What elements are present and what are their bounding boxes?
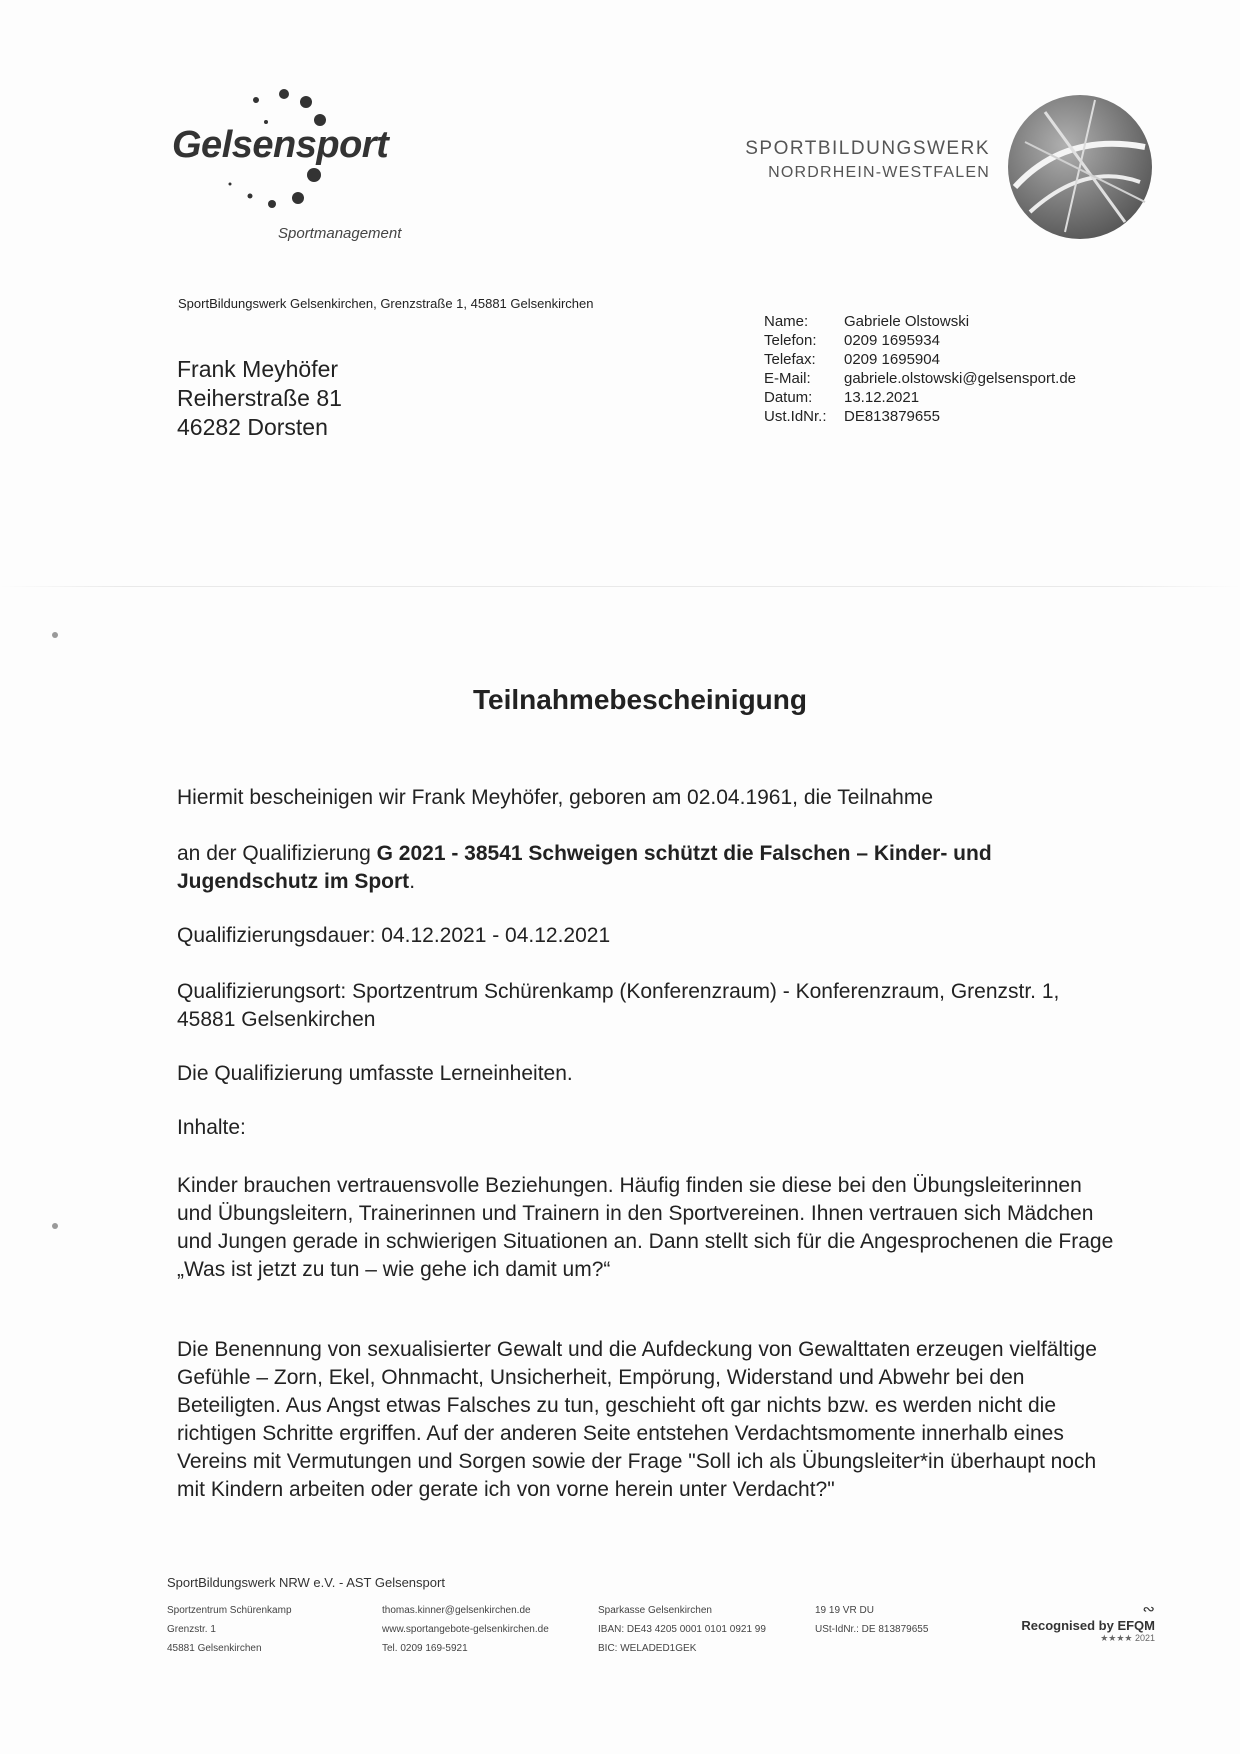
footer-registry: 19 19 VR DU USt-IdNr.: DE 813879655	[815, 1605, 929, 1635]
sbw-globe-icon	[1005, 92, 1155, 242]
sender-line: SportBildungswerk Gelsenkirchen, Grenzstraße 1, 45881 Gelsenkirchen	[178, 296, 594, 311]
recipient-street: Reiherstraße 81	[177, 385, 342, 411]
gelsensport-subtitle: Sportmanagement	[278, 225, 402, 242]
contact-row: Name: Gabriele Olstowski	[764, 313, 970, 330]
gelsensport-wordmark: Gelsensport	[172, 124, 389, 166]
contact-row: E-Mail: gabriele.olstowski@gelsensport.de	[764, 370, 1077, 387]
body-paragraph: Inhalte:	[177, 1116, 246, 1139]
fold-mark	[52, 632, 58, 638]
recipient-city: 46282 Dorsten	[177, 414, 328, 440]
qualification-paragraph: an der Qualifizierung G 2021 - 38541 Schweigen schützt die Falschen – Kinder- und Jugendschutz im Sport.	[177, 842, 992, 893]
contact-row: Ust.IdNr.: DE813879655	[764, 408, 940, 425]
sbw-line1: SPORTBILDUNGSWERK	[745, 138, 990, 159]
efqm-logo-icon: ∾	[1142, 1601, 1155, 1618]
gelsensport-logo	[166, 80, 426, 250]
qualification-title: G 2021 - 38541 Schweigen schützt die Falschen – Kinder- und Jugendschutz im Sport	[177, 842, 992, 893]
body-paragraph: Qualifizierungsdauer: 04.12.2021 - 04.12.2021	[177, 924, 611, 947]
document-title: Teilnahmebescheinigung	[473, 684, 807, 715]
sbw-line2: NORDRHEIN-WESTFALEN	[768, 164, 990, 181]
fold-line	[0, 586, 1240, 587]
footer-contact: thomas.kinner@gelsenkirchen.de www.sportangebote-gelsenkirchen.de Tel. 0209 169-5921	[382, 1601, 549, 1658]
efqm-badge	[1005, 1600, 1155, 1644]
contact-row: Telefon: 0209 1695934	[764, 332, 940, 349]
contact-row: Telefax: 0209 1695904	[764, 351, 940, 368]
footer-heading: SportBildungswerk NRW e.V. - AST Gelsensport	[167, 1575, 445, 1590]
sbw-logo-text	[700, 138, 990, 182]
efqm-year: ★★★★ 2021	[1100, 1633, 1155, 1643]
body-paragraph: Kinder brauchen vertrauensvolle Beziehungen. Häufig finden sie diese bei den Übungsleiterinnen und Übungsleitern, Trainerinnen und Trainern in den Sportvereinen. Ihnen vertrauen sich Mädchen und Jungen gerade in schwierigen Situationen an. Dann stellt sich für die Angesprochenen die Frage „Was ist jetzt zu tun – wie gehe ich damit um?“	[177, 1174, 1114, 1281]
body-paragraph: Hiermit bescheinigen wir Frank Meyhöfer, geboren am 02.04.1961, die Teilnahme	[177, 786, 934, 809]
footer-website-link[interactable]: www.sportangebote-gelsenkirchen.de	[382, 1624, 549, 1635]
recipient-address	[177, 355, 342, 442]
body-paragraph: Qualifizierungsort: Sportzentrum Schürenkamp (Konferenzraum) - Konferenzraum, Grenzstr. 1, 45881 Gelsenkirchen	[177, 980, 1060, 1031]
body-paragraph: Die Qualifizierung umfasste Lerneinheiten.	[177, 1062, 573, 1085]
contact-row: Datum: 13.12.2021	[764, 389, 920, 406]
recipient-name: Frank Meyhöfer	[177, 356, 339, 382]
contact-info	[764, 312, 1076, 426]
fold-mark	[52, 1223, 58, 1229]
footer-email-link[interactable]: thomas.kinner@gelsenkirchen.de	[382, 1605, 531, 1616]
body-paragraph: Die Benennung von sexualisierter Gewalt und die Aufdeckung von Gewalttaten erzeugen vielfältige Gefühle – Zorn, Ekel, Ohnmacht, Unsicherheit, Empörung, Widerstand und Abwehr bei den Beteiligten. Aus Angst etwas Falsches zu tun, geschieht oft gar nichts bzw. es werden nicht die richtigen Schritte ergriffen. Auf der anderen Seite entstehen Verdachtsmomente innerhalb eines Vereins mit Vermutungen und Sorgen sowie der Frage "Soll ich als Übungsleiter*in überhaupt noch mit Kindern arbeiten oder gerate ich von vorne herein unter Verdacht?"	[177, 1338, 1097, 1501]
footer-address: Sportzentrum Schürenkamp Grenzstr. 1 45881 Gelsenkirchen	[167, 1605, 292, 1654]
footer-bank: Sparkasse Gelsenkirchen IBAN: DE43 4205 0001 0101 0921 99 BIC: WELADED1GEK	[598, 1605, 766, 1654]
efqm-text: Recognised by EFQM	[1021, 1618, 1155, 1633]
